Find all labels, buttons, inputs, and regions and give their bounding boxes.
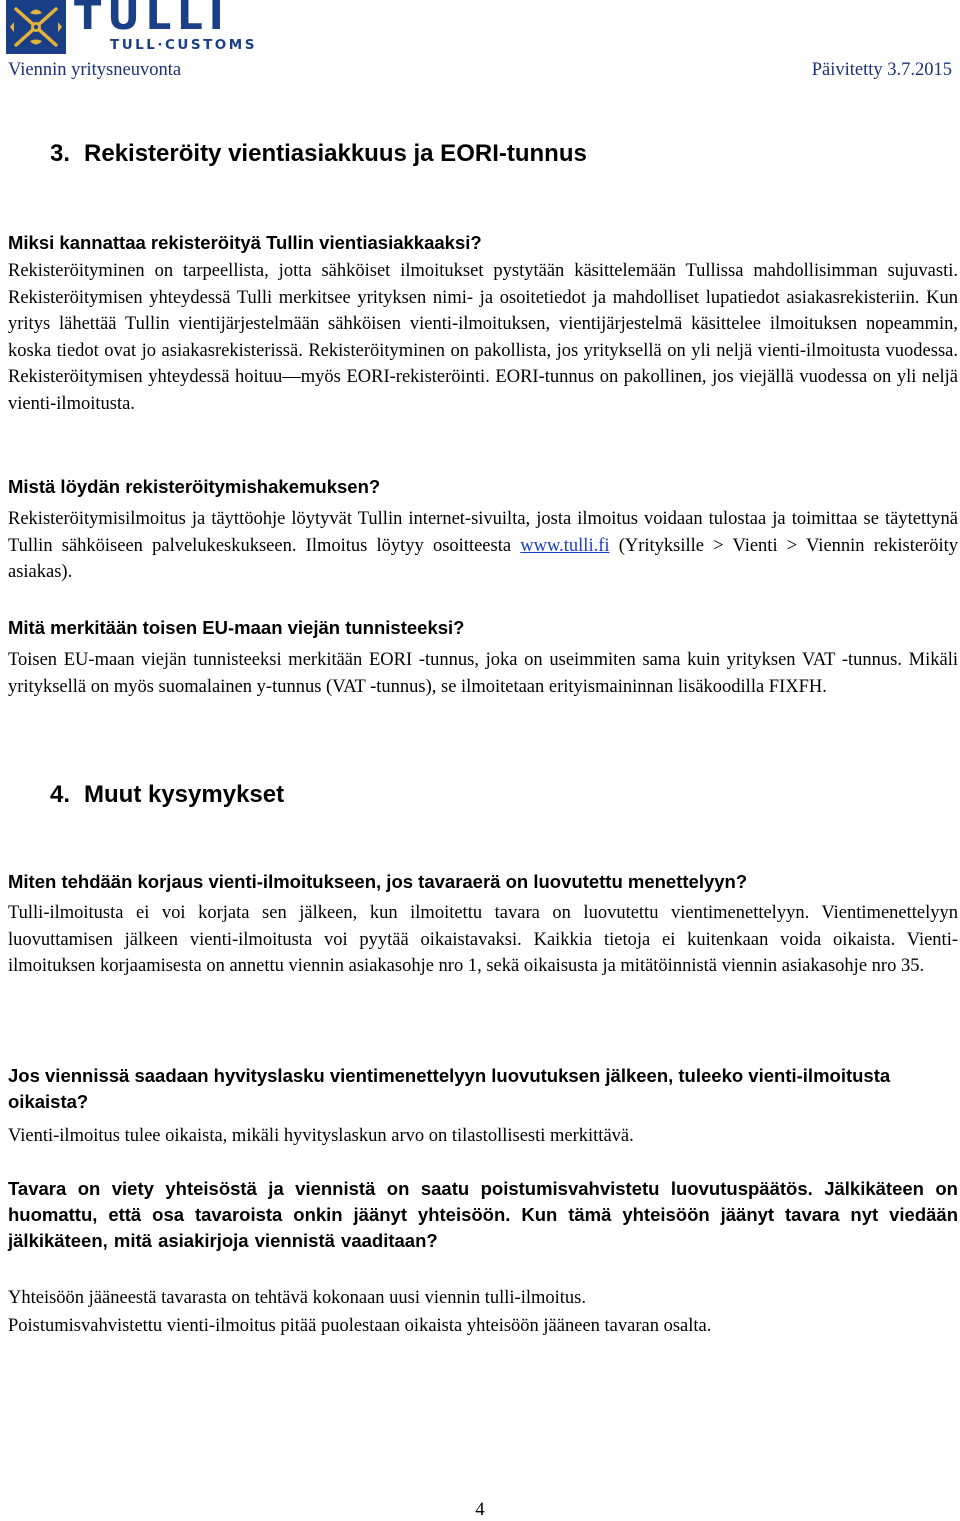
section-4-heading (50, 781, 284, 809)
header-updated-date: Päivitetty 3.7.2015 (811, 60, 952, 80)
section-3-answer-1: Rekisteröityminen on tarpeellista, jotta sähköiset ilmoitukset pystytään käsittelemään Tullissa mahdollisimman sujuvasti. Rekisteröitymisen yhteydessä Tulli merkitsee yrityksen nimi- ja osoitetiedot ja mahdolliset lupatiedot asiakasrekisteriin. Kun yritys lähettää Tullin vientijärjestelmään sähköisen vienti-ilmoituksen, vientijärjestelmä käsittelee ilmoituksen nopeammin, koska tiedot ovat jo asiakasrekisterissä. Rekisteröityminen on pakollista, jos yrityksellä on yli neljä vienti-ilmoitusta vuodessa. Rekisteröitymisen yhteydessä hoituu—myös EORI-rekisteröinti. EORI-tunnus on pakollinen, jos viejällä vuodessa on yli neljä vienti-ilmoitusta. (8, 261, 958, 414)
section-4-number: 4. (50, 781, 71, 808)
section-3-question-3: Mitä merkitään toisen EU-maan viejän tunnisteeksi? (8, 617, 465, 638)
section-4-title: Muut kysymykset (84, 781, 285, 808)
section-3-answer-3: Toisen EU-maan viejän tunnisteeksi merkitään EORI -tunnus, joka on useimmiten sama kuin yrityksen VAT -tunnus. Mikäli yrityksellä on myös suomalainen y-tunnus (VAT -tunnus), se ilmoitetaan erityismaininnan lisäkoodilla FIXFH. (8, 650, 958, 697)
section-3-heading (50, 140, 587, 168)
section-3-number: 3. (50, 140, 71, 167)
answer-2-text-end: (Yrityksille > Vienti > Viennin rekisteröity asiakas). (8, 535, 958, 582)
section-4-answer-3-line-2: Poistumisvahvistettu vienti-ilmoitus pitää puolestaan oikaista yhteisöön jääneen tavaran osalta. (8, 1316, 712, 1336)
section-3-question-1: Miksi kannattaa rekisteröityä Tullin vientiasiakkaaksi? (8, 232, 482, 253)
tulli-emblem-icon (6, 0, 66, 54)
section-4-question-2: Jos viennissä saadaan hyvityslasku vientimenettelyyn luovutuksen jälkeen, tuleeko vienti-ilmoitusta oikaista? (8, 1065, 891, 1112)
page-number: 4 (475, 1500, 485, 1520)
answer-2-text-start: Rekisteröitymisilmoitus ja täyttöohje löytyvät Tullin internet-sivuilta, josta ilmoitus voidaan tulostaa ja toimittaa se täytettynä Tullin sähköiseen palvelukeskukseen. Ilmoitus löytyy osoitteesta (8, 509, 958, 556)
section-3-answer-2 (8, 506, 958, 586)
section-4-answer-1: Tulli-ilmoitusta ei voi korjata sen jälkeen, kun ilmoitettu tavara on luovutettu vientimenettelyyn. Vientimenettelyyn luovuttamisen jälkeen vienti-ilmoitusta voi pyytää oikaistavaksi. Kaikkia tietoja ei kuitenkaan voida oikaista. Vienti-ilmoituksen korjaamisesta on annettu viennin asiakasohje nro 1, sekä oikaisusta ja mitätöinnistä viennin asiakasohje nro 35. (8, 903, 958, 976)
logo-subtitle: TULL·CUSTOMS (110, 37, 257, 53)
section-3-title: Rekisteröity vientiasiakkuus ja EORI-tunnus (84, 140, 587, 167)
section-3-question-2: Mistä löydän rekisteröitymishakemuksen? (8, 476, 381, 497)
section-4-question-3: Tavara on viety yhteisöstä ja viennistä on saatu poistumisvahvistetu luovutuspäätös. Jälkikäteen on huomattu, että osa tavaroista onkin jäänyt yhteisöön. Kun tämä yhteisöön jäänyt tavara nyt viedään jälkikäteen, mitä asiakirjoja viennistä vaaditaan? (8, 1178, 958, 1251)
logo-title: TULLI (74, 0, 230, 39)
tulli-website-link[interactable]: www.tulli.fi (520, 535, 610, 556)
section-4-answer-2: Vienti-ilmoitus tulee oikaista, mikäli hyvityslaskun arvo on tilastollisesti merkittävä. (8, 1126, 634, 1146)
section-4-answer-3-line-1: Yhteisöön jääneestä tavarasta on tehtävä kokonaan uusi viennin tulli-ilmoitus. (8, 1288, 586, 1308)
header-department: Viennin yritysneuvonta (8, 60, 182, 80)
tulli-logo (6, 0, 281, 54)
section-4-question-1: Miten tehdään korjaus vienti-ilmoitukseen, jos tavaraerä on luovutettu menettelyyn? (8, 871, 748, 892)
